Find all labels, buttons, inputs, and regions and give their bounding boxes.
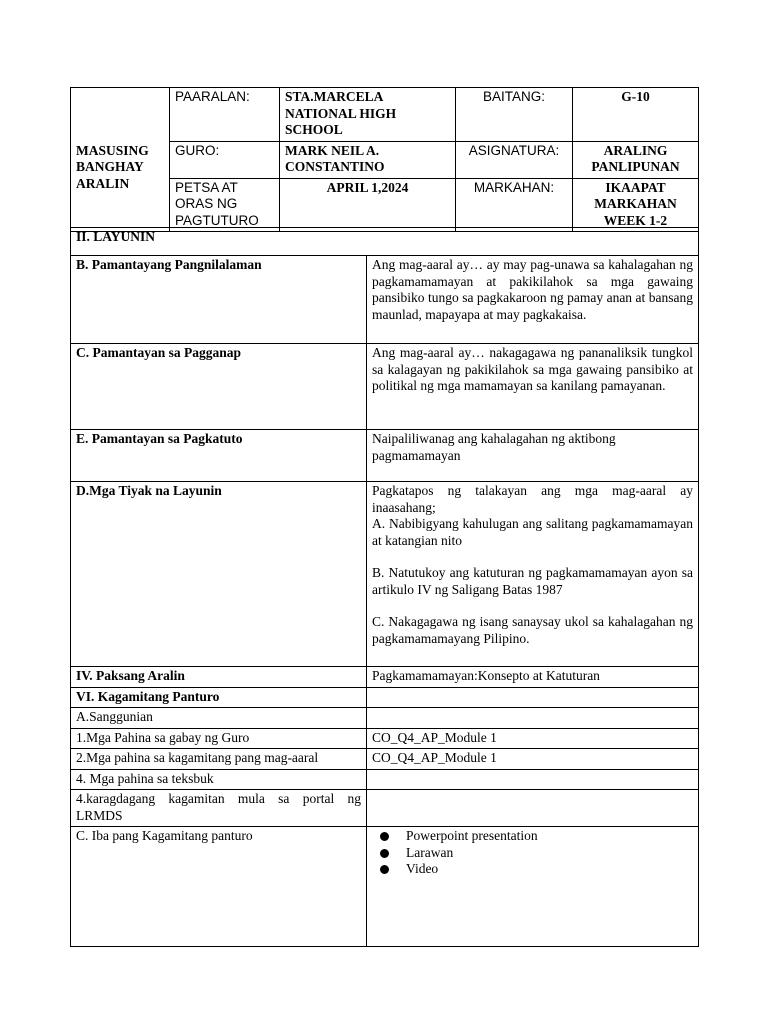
- pangnilalaman-label: B. Pamantayang Pangnilalaman: [71, 256, 367, 344]
- header-table: [70, 87, 699, 232]
- list-item: [380, 845, 693, 862]
- list-item: [380, 828, 693, 845]
- bullet-icon: [380, 832, 389, 841]
- tiyak-intro: Pagkatapos ng talakayan ang mga mag-aaral ay inaasahang;: [372, 483, 693, 515]
- list-item-text: Video: [406, 861, 439, 876]
- bullet-icon: [380, 849, 389, 858]
- petsa-label: PETSA AT ORAS NG PAGTUTURO: [170, 178, 280, 232]
- body-table: [70, 227, 699, 947]
- list-item-text: Powerpoint presentation: [406, 828, 538, 843]
- gabay-value: CO_Q4_AP_Module 1: [367, 728, 699, 749]
- iba-label: C. Iba pang Kagamitang panturo: [71, 827, 367, 947]
- teksbuk-label: 4. Mga pahina sa teksbuk: [71, 769, 367, 790]
- markahan-value: IKAAPAT MARKAHAN WEEK 1-2: [573, 178, 699, 232]
- tiyak-label: D.Mga Tiyak na Layunin: [71, 482, 367, 667]
- list-item-text: Larawan: [406, 844, 454, 860]
- lrmds-value: [367, 790, 699, 827]
- paksa-label: IV. Paksang Aralin: [71, 667, 367, 688]
- guro-value: MARK NEIL A. CONSTANTINO: [280, 141, 456, 178]
- bullet-icon: [380, 865, 389, 874]
- markahan-label: MARKAHAN:: [456, 178, 573, 232]
- tiyak-item-c: C. Nakagagawa ng isang sanaysay ukol sa kahalagahan ng pagkamamamayang Pilipino.: [372, 614, 693, 646]
- paksa-value: Pagkamamamayan:Konsepto at Katuturan: [367, 667, 699, 688]
- paaralan-value: STA.MARCELA NATIONAL HIGH SCHOOL: [280, 88, 456, 142]
- lrmds-label: 4.karagdagang kagamitan mula sa portal ng LRMDS: [71, 790, 367, 827]
- paaralan-label: PAARALAN:: [170, 88, 280, 142]
- baitang-value: G-10: [573, 88, 699, 142]
- guro-label: GURO:: [170, 141, 280, 178]
- pagganap-label: C. Pamantayan sa Pagganap: [71, 344, 367, 430]
- pagkatuto-label: E. Pamantayan sa Pagkatuto: [71, 430, 367, 482]
- asignatura-label: ASIGNATURA:: [456, 141, 573, 178]
- gabay-label: 1.Mga Pahina sa gabay ng Guro: [71, 728, 367, 749]
- pagkatuto-text: Naipaliliwanag ang kahalagahan ng aktibong pagmamamayan: [367, 430, 699, 482]
- kagamitan-label: VI. Kagamitang Panturo: [71, 687, 367, 708]
- magaaral-value: CO_Q4_AP_Module 1: [367, 749, 699, 770]
- asignatura-value: ARALING PANLIPUNAN: [573, 141, 699, 178]
- tiyak-item-b: B. Natutukoy ang katuturan ng pagkamamamayan ayon sa artikulo IV ng Saligang Batas 1987: [372, 565, 693, 597]
- lesson-plan-title: MASUSING BANGHAY ARALIN: [71, 88, 170, 232]
- iba-items: [367, 827, 699, 947]
- tiyak-content: [367, 482, 699, 667]
- teksbuk-value: [367, 769, 699, 790]
- sanggunian-value: [367, 708, 699, 729]
- iba-bullet-list: [372, 828, 693, 878]
- kagamitan-value: [367, 687, 699, 708]
- layunin-heading: II. LAYUNIN: [71, 228, 699, 256]
- pagganap-text: Ang mag-aaral ay… nakagagawa ng pananaliksik tungkol sa kalagayan ng pakikilahok sa mga gawaing pansibiko at politikal ng mga mamamayan sa kanilang pamayanan.: [367, 344, 699, 430]
- list-item: [380, 861, 693, 878]
- sanggunian-label: A.Sanggunian: [71, 708, 367, 729]
- magaaral-label: 2.Mga pahina sa kagamitang pang mag-aaral: [71, 749, 367, 770]
- tiyak-item-a: A. Nabibigyang kahulugan ang salitang pagkamamamayan at katangian nito: [372, 516, 693, 548]
- baitang-label: BAITANG:: [456, 88, 573, 142]
- petsa-value: APRIL 1,2024: [280, 178, 456, 232]
- pangnilalaman-text: Ang mag-aaral ay… ay may pag-unawa sa kahalagahan ng pagkamamamayan at pakikilahok sa mga gawaing pansibiko tungo sa pagkakaroon ng pamay anan at bansang maunlad, mapayapa at may pagkakaisa.: [367, 256, 699, 344]
